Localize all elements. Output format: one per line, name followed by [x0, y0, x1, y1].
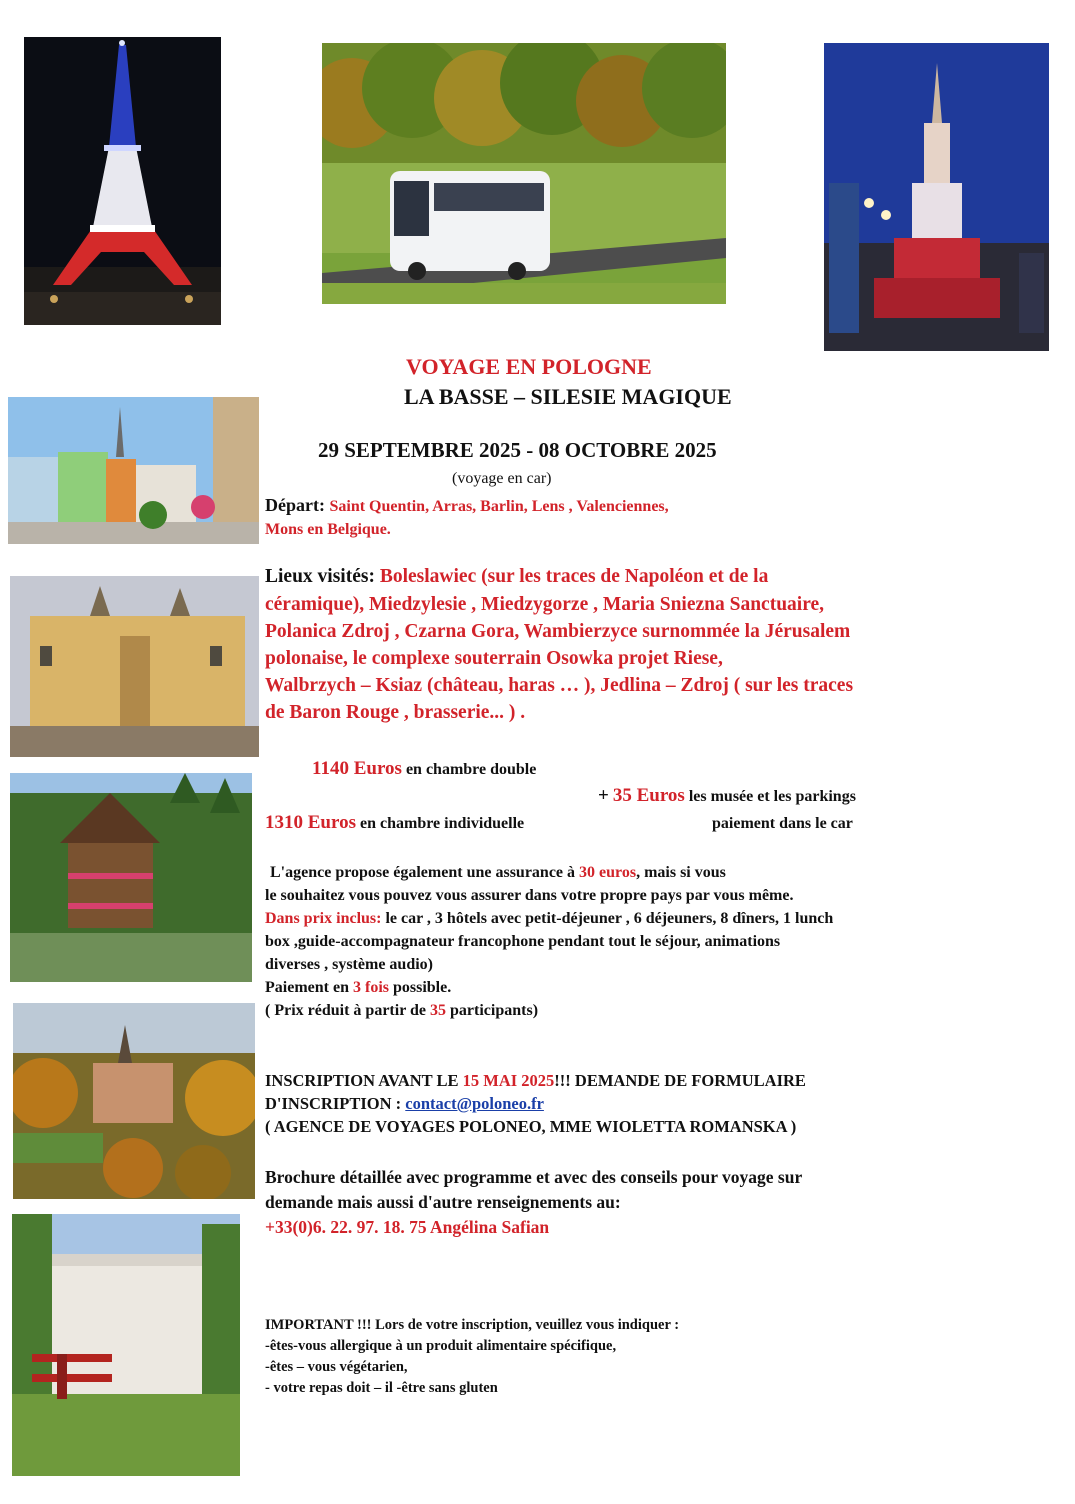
inscription-text: INSCRIPTION AVANT LE: [265, 1071, 459, 1090]
included-line-2: box ,guide-accompagnateur francophone pendant tout le séjour, animations: [265, 933, 781, 950]
palace-of-culture-photo: [824, 43, 1049, 351]
trip-dates: 29 SEPTEMBRE 2025 - 08 OCTOBRE 2025: [318, 438, 717, 462]
reduction-text: ( Prix réduit à partir de: [265, 1002, 427, 1019]
inscription-line-1: [265, 1071, 806, 1091]
inscription-line-2: [265, 1094, 544, 1114]
inscription-deadline: 15 MAI 2025: [462, 1071, 555, 1090]
price-double-label: en chambre double: [405, 761, 537, 778]
price-single-amount: 1310 Euros: [265, 812, 356, 833]
price-extra-amount: 35 Euros: [612, 785, 685, 806]
included-label: Dans prix inclus:: [265, 910, 382, 927]
agency-line: ( AGENCE DE VOYAGES POLONEO, MME WIOLETTA ROMANSKA ): [265, 1117, 797, 1136]
wooden-chalet-photo: [10, 773, 252, 982]
brochure-line-1: Brochure détaillée avec programme et avec des conseils pour voyage sur: [265, 1167, 803, 1187]
page-title: VOYAGE EN POLOGNE: [406, 354, 652, 379]
boleslawiec-square-photo: [8, 397, 259, 544]
insurance-text: L'agence propose également une assurance à: [270, 864, 576, 881]
payment-line: [265, 979, 451, 997]
price-double: [312, 758, 536, 780]
important-line-4: - votre repas doit – il -être sans gluten: [265, 1380, 498, 1396]
important-line-3: -êtes – vous végétarien,: [265, 1359, 408, 1375]
lieux-places-1: Boleslawiec (sur les traces de Napoléon et de la: [379, 566, 769, 587]
payment-text: Paiement en: [265, 979, 349, 996]
depart-label: Départ:: [265, 495, 325, 515]
wambierzyce-basilica-photo: [10, 576, 259, 757]
eiffel-tower-photo: [24, 37, 221, 325]
price-double-amount: 1140 Euros: [312, 758, 402, 779]
transport-note: (voyage en car): [452, 470, 552, 487]
included-line-1: [265, 910, 833, 928]
page-subtitle: LA BASSE – SILESIE MAGIQUE: [404, 384, 732, 409]
price-extra-label: les musée et les parkings: [688, 788, 856, 805]
insurance-price: 30 euros: [579, 864, 637, 881]
reduction-count: 35: [430, 1002, 447, 1019]
price-single-label: en chambre individuelle: [359, 815, 525, 832]
payment-text-end: possible.: [392, 979, 452, 996]
ksiaz-castle-photo: [13, 1003, 255, 1199]
price-extra: [598, 785, 856, 807]
insurance-line-2: le souhaitez vous pouvez vous assurer dans votre propre pays par vous même.: [265, 887, 794, 904]
depart-line-1: [265, 495, 669, 516]
inscription-label: D'INSCRIPTION :: [265, 1094, 402, 1113]
tour-bus-photo: [322, 43, 726, 304]
contact-email-link[interactable]: contact@poloneo.fr: [405, 1094, 544, 1113]
lieux-line-1: [265, 566, 768, 588]
lieux-line-5: Walbrzych – Ksiaz (château, haras … ), Jedlina – Zdroj ( sur les traces: [265, 675, 854, 696]
price-single: [265, 812, 524, 834]
lieux-line-4: polonaise, le complexe souterrain Osowka projet Riese,: [265, 648, 723, 669]
payment-count: 3 fois: [352, 979, 389, 996]
lieux-line-6: de Baron Rouge , brasserie... ) .: [265, 702, 526, 723]
reduction-text-end: participants): [450, 1002, 539, 1019]
price-extra-note: paiement dans le car: [712, 815, 853, 832]
insurance-text-end: , mais si vous: [636, 864, 726, 881]
included-line-3: diverses , système audio): [265, 956, 433, 973]
important-line-1: IMPORTANT !!! Lors de votre inscription, veuillez vous indiquer :: [265, 1317, 680, 1333]
included-text-1: le car , 3 hôtels avec petit-déjeuner , 6 déjeuners, 8 dîners, 1 lunch: [385, 910, 834, 927]
depart-cities: Saint Quentin, Arras, Barlin, Lens , Valenciennes,: [329, 498, 669, 515]
brochure-line-2: demande mais aussi d'autre renseignements au:: [265, 1192, 621, 1212]
lieux-line-3: Polanica Zdroj , Czarna Gora, Wambierzyce surnommée la Jérusalem: [265, 621, 851, 642]
lieux-line-2: céramique), Miedzylesie , Miedzygorze , Maria Sniezna Sanctuaire,: [265, 594, 825, 615]
important-line-2: -êtes-vous allergique à un produit alimentaire spécifique,: [265, 1338, 617, 1354]
lieux-label: Lieux visités:: [265, 566, 375, 587]
depart-line-2: Mons en Belgique.: [265, 521, 391, 538]
contact-phone: +33(0)6. 22. 97. 18. 75 Angélina Safian: [265, 1217, 550, 1237]
price-extra-plus: +: [598, 785, 609, 806]
palace-red-baron-photo: [12, 1214, 240, 1476]
insurance-line-1: [270, 864, 726, 882]
inscription-text-end: !!! DEMANDE DE FORMULAIRE: [554, 1071, 806, 1090]
reduction-line: [265, 1002, 538, 1020]
